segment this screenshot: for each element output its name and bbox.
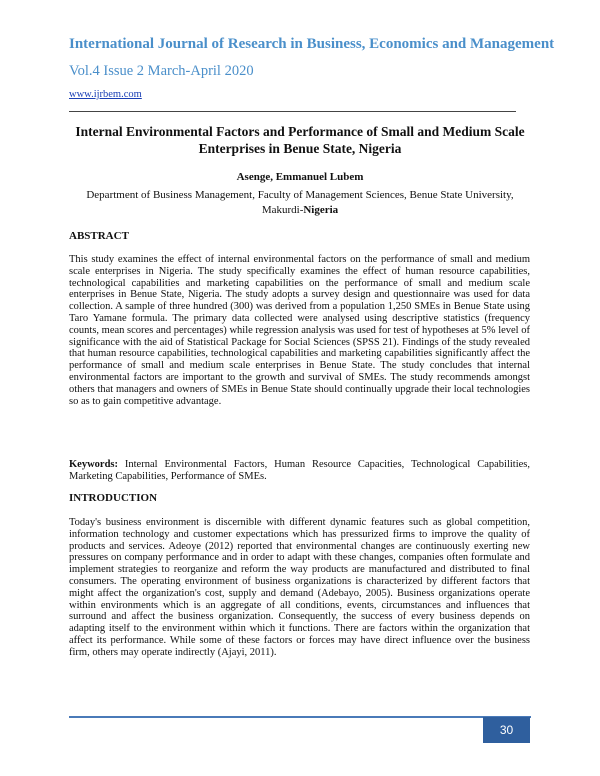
header-divider [69,111,516,112]
page-number: 30 [483,717,530,743]
issue-line: Vol.4 Issue 2 March-April 2020 [69,63,254,79]
keywords-label: Keywords: [69,459,118,470]
introduction-text: Today's business environment is discernible with different dynamic features such as global competition, information technology and customer expectations which has pressurized firms to improve the quality of products and services. Adeoye (2012) reported that environmental changes are continuously exerting new pressures on company performance and in order to adapt with these changes, companies often formulate and implement strategies to reorganize and reform the way products are manufactured and distributed to final consumers. The operating environment of business organizations is characterized by different factors that might affect the organization's cost, supply and demand (Adebayo, 2005). Business organizations operate within environments which is an aggregate of all conditions, events, circumstances and influences that surround and affect the business organization. Consequently, the success of every business depends on adapting itself to the environment within which it functions. There are factors within the organization that affect its performance. While some of these factors or forces may have direct influence over the business firm, others may operate indirectly (Ajayi, 2011). [69,517,530,658]
author-affiliation [66,188,534,218]
introduction-heading: INTRODUCTION [69,492,158,504]
keywords-text: Internal Environmental Factors, Human Resource Capacities, Technological Capabilities, Marketing Capabilities, Performance of SMEs. [69,459,530,482]
paper-title: Internal Environmental Factors and Performance of Small and Medium Scale Enterprises in Benue State, Nigeria [75,124,525,156]
affiliation-text: Department of Business Management, Faculty of Management Sciences, Benue State University, Makurdi- [86,189,514,216]
keywords-paragraph [69,459,530,483]
footer-divider [69,716,531,718]
journal-website-link[interactable]: www.ijrbem.com [69,89,142,100]
abstract-text: This study examines the effect of internal environmental factors on the performance of small and medium scale enterprises in Nigeria. The study specifically examines the effect of human resource capabilities, technological capabilities and marketing capabilities on the performance of small and medium scale enterprises in Benue State, Nigeria. The study adopts a survey design and questionnaire was used for data collection. A sample of three hundred (300) was derived from a population 1,250 SMEs in Benue State using Taro Yamane formula. The primary data collected were analysed using descriptive statistics (frequency counts, mean scores and percentages) while regression analysis was used for test of hypotheses at 5% level of significance with the aid of Statistical Package for Social Sciences (SPSS 21). Findings of the study revealed that human resource capabilities, technological capabilities and marketing capabilities significantly affect the performance of small and medium scale enterprises in Benue State. The study concludes that internal environmental factors are important to the growth and survival of SMEs. The study recommends amongst others that managers and owners of SMEs in Benue State should continually upgrade their local technologies so as to gain competitive advantage. [69,254,530,407]
author-name: Asenge, Emmanuel Lubem [236,171,364,183]
journal-title: International Journal of Research in Business, Economics and Management [69,36,555,52]
abstract-heading: ABSTRACT [69,230,129,242]
affiliation-country: Nigeria [303,204,339,216]
